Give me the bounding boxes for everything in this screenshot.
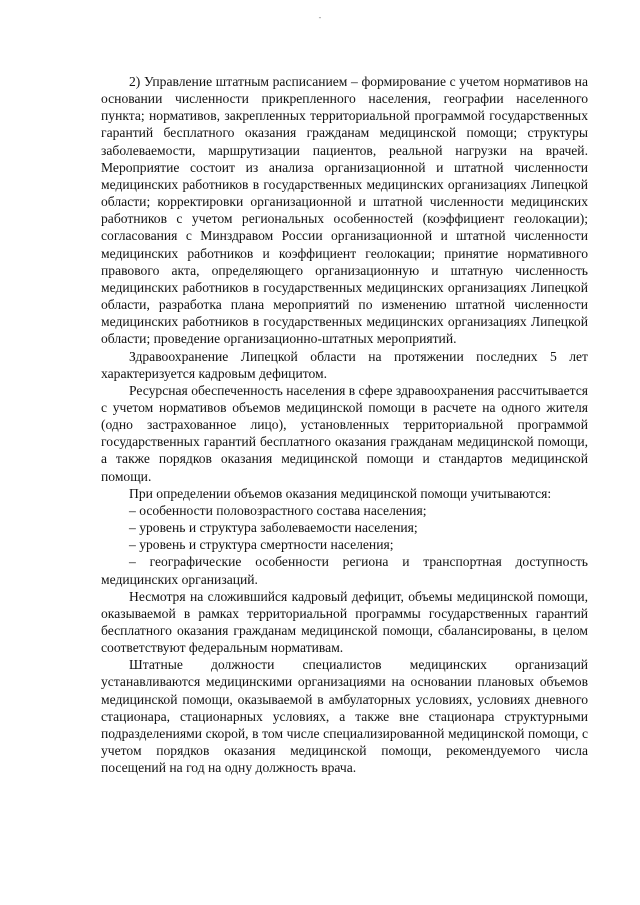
page-mark: -: [318, 13, 322, 22]
paragraph-balanced-volumes: Несмотря на сложившийся кадровый дефицит, объемы медицинской помощи, оказываемой в рамках территориальной программы государственных гарантий бесплатного оказания гражданам медицинской помощи, сбалансированы, в целом соответствуют федеральным нормативам.: [101, 588, 588, 656]
paragraph-staffing-management: 2) Управление штатным расписанием – формирование с учетом нормативов на основании численности прикрепленного населения, географии населенного пункта; нормативов, закрепленных территориальной программой государственных гарантий бесплатного оказания гражданам медицинской помощи; структуры заболеваемости, маршрутизации пациентов, реальной нагрузки на врачей. Мероприятие состоит из анализа организационной и штатной численности медицинских работников в государственных медицинских организациях Липецкой области; корректировки организационной и штатной численности медицинских работников с учетом региональных особенностей (коэффициент геолокации); согласования с Минздравом России организационной и штатной численности медицинских работников и коэффициент геолокации; принятие нормативного правового акта, определяющего организационную и штатную численность медицинских работников в государственных медицинских организациях Липецкой области, разработка плана мероприятий по изменению штатной численности медицинских работников в государственных медицинских организациях Липецкой области; проведение организационно-штатных мероприятий.: [101, 74, 588, 347]
paragraph-resource-provision: Ресурсная обеспеченность населения в сфере здравоохранения рассчитывается с учетом нормативов объемов медицинской помощи в расчете на одного жителя (одно застрахованное лицо), установленных территориальной программой государственных гарантий бесплатного оказания гражданам медицинской помощи, а также порядков оказания медицинской помощи и стандартов медицинской помощи.: [101, 382, 588, 484]
list-item-age-sex-composition: – особенности половозрастного состава населения;: [129, 502, 427, 518]
list-item-morbidity: – уровень и структура заболеваемости населения;: [129, 520, 418, 536]
paragraph-staff-deficit: Здравоохранение Липецкой области на протяжении последних 5 лет характеризуется кадровым дефицитом.: [101, 348, 588, 381]
paragraph-staff-positions: Штатные должности специалистов медицинских организаций устанавливаются медицинскими организациями на основании плановых объемов медицинской помощи, оказываемой в амбулаторных условиях, условиях дневного стационара, стационарных условиях, а также вне стационара структурными подразделениями скорой, в том числе специализированной медицинской помощи, с учетом порядков оказания медицинской помощи, рекомендуемого числа посещений на год на одну должность врача.: [101, 657, 588, 776]
document-body: [101, 73, 588, 776]
list-item-mortality: – уровень и структура смертности населения;: [129, 537, 394, 553]
list-item-geography: – географические особенности региона и транспортная доступность медицинских организаций.: [101, 554, 588, 587]
paragraph-volume-factors-intro: При определении объемов оказания медицинской помощи учитываются:: [129, 485, 552, 501]
